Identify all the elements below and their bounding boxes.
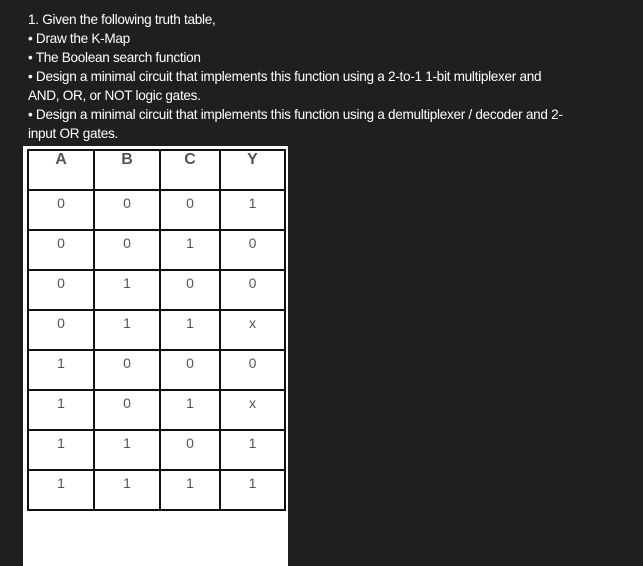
question-text bbox=[28, 10, 638, 143]
cell-a: 1 bbox=[28, 350, 94, 390]
cell-b: 1 bbox=[94, 310, 160, 350]
cell-a: 1 bbox=[28, 390, 94, 430]
cell-a: 1 bbox=[28, 430, 94, 470]
cell-y: 0 bbox=[220, 230, 285, 270]
cell-c: 0 bbox=[160, 190, 220, 230]
cell-c: 0 bbox=[160, 270, 220, 310]
cell-b: 0 bbox=[94, 350, 160, 390]
cell-a: 0 bbox=[28, 310, 94, 350]
cell-b: 1 bbox=[94, 430, 160, 470]
table-row bbox=[28, 270, 285, 310]
cell-y: 1 bbox=[220, 430, 285, 470]
cell-b: 0 bbox=[94, 190, 160, 230]
question-line: 1. Given the following truth table, bbox=[28, 12, 216, 27]
question-line: • Draw the K-Map bbox=[28, 31, 130, 46]
table-row bbox=[28, 470, 285, 510]
cell-y: 1 bbox=[220, 190, 285, 230]
question-line: • The Boolean search function bbox=[28, 50, 201, 65]
cell-y: x bbox=[220, 390, 285, 430]
header-c: C bbox=[160, 150, 220, 190]
cell-b: 0 bbox=[94, 390, 160, 430]
question-line: • Design a minimal circuit that implements this function using a 2-to-1 1-bit multiplexer and bbox=[28, 69, 542, 84]
truth-table-image bbox=[23, 146, 288, 566]
table-row bbox=[28, 190, 285, 230]
question-line: AND, OR, or NOT logic gates. bbox=[28, 88, 201, 103]
cell-y: x bbox=[220, 310, 285, 350]
question-line: input OR gates. bbox=[28, 126, 118, 141]
cell-c: 1 bbox=[160, 310, 220, 350]
header-y: Y bbox=[220, 150, 285, 190]
cell-y: 0 bbox=[220, 270, 285, 310]
table-row bbox=[28, 310, 285, 350]
cell-c: 0 bbox=[160, 350, 220, 390]
cell-a: 1 bbox=[28, 470, 94, 510]
header-b: B bbox=[94, 150, 160, 190]
cell-y: 0 bbox=[220, 350, 285, 390]
table-row bbox=[28, 430, 285, 470]
truth-table bbox=[27, 149, 286, 511]
cell-b: 0 bbox=[94, 230, 160, 270]
cell-b: 1 bbox=[94, 270, 160, 310]
cell-a: 0 bbox=[28, 190, 94, 230]
question-line: • Design a minimal circuit that implements this function using a demultiplexer / decoder and 2- bbox=[28, 107, 563, 122]
table-row bbox=[28, 230, 285, 270]
table-row bbox=[28, 350, 285, 390]
cell-c: 1 bbox=[160, 390, 220, 430]
table-row bbox=[28, 390, 285, 430]
cell-a: 0 bbox=[28, 230, 94, 270]
cell-y: 1 bbox=[220, 470, 285, 510]
cell-c: 1 bbox=[160, 470, 220, 510]
cell-c: 1 bbox=[160, 230, 220, 270]
cell-b: 1 bbox=[94, 470, 160, 510]
header-a: A bbox=[28, 150, 94, 190]
cell-a: 0 bbox=[28, 270, 94, 310]
table-header-row bbox=[28, 150, 285, 190]
cell-c: 0 bbox=[160, 430, 220, 470]
